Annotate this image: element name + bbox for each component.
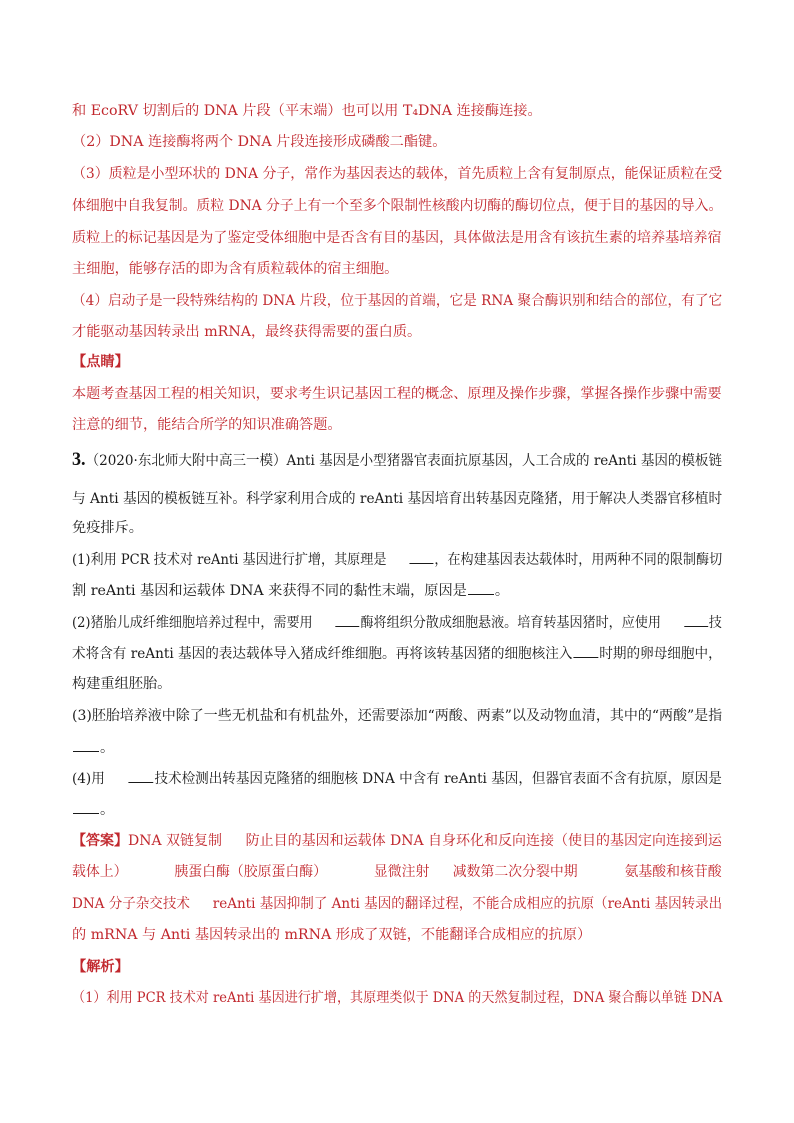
question-intro-line-1 [72, 449, 722, 472]
answer-blank [409, 549, 433, 564]
question-intro-line-3: 免疫排斥。 [72, 520, 143, 536]
answer-blank [73, 737, 99, 752]
answer-line-1 [72, 831, 722, 853]
analysis-line-8: 才能驱动基因转录出 mRNA，最终获得需要的蛋白质。 [72, 324, 422, 340]
question-number: 3. [72, 449, 86, 470]
subquestion-4-text-b: 技术检测出转基因克隆猪的细胞核 DNA 中含有 reAnti 基因，但器官表面不含有抗原，原因是 [154, 771, 722, 787]
subquestion-4-line-2 [72, 799, 722, 821]
subquestion-4-text-a: (4)用 [72, 771, 105, 787]
analysis-line-5: 质粒上的标记基因是为了鉴定受体细胞中是否含有目的基因，具体做法是用含有该抗生素的培养基培养宿 [72, 230, 722, 246]
question-intro-text: （2020·东北师大附中高三一模）Anti 基因是小型猪器官表面抗原基因，人工合成的 reAnti 基因的模板链 [85, 453, 722, 469]
answer-item-6: 氨基酸和核苷酸 [624, 864, 722, 880]
answer-blank [468, 580, 494, 595]
answer-blank [573, 643, 598, 658]
subquestion-1-line-1 [72, 549, 723, 571]
answer-blank [684, 612, 708, 627]
answer-item-3: 胰蛋白酶（胶原蛋白酶） [174, 864, 327, 880]
subquestion-2-text-b: 酶将组织分散成细胞悬液。培育转基因猪时，应使用 [360, 615, 661, 631]
analysis-line-2: （2）DNA 连接酶将两个 DNA 片段连接形成磷酸二酯键。 [72, 134, 447, 150]
question-intro-line-2: 与 Anti 基因的模板链互补。科学家利用合成的 reAnti 基因培育出转基因克隆猪，用于解决人类器官移植时 [72, 491, 723, 507]
answer-item-1: DNA 双链复制 [127, 833, 222, 849]
subquestion-1-text-c: 割 reAnti 基因和运载体 DNA 来获得不同的黏性末端，原因是 [72, 583, 467, 599]
subquestion-1-text-a: (1)利用 PCR 技术对 reAnti 基因进行扩增，其原理是 [72, 552, 387, 568]
answer-blank [129, 768, 154, 783]
subquestion-3-text-b: 。 [100, 740, 115, 756]
answer-item-7: DNA 分子杂交技术 [72, 896, 190, 912]
analysis-line-1: 和 EcoRV 切割后的 DNA 片段（平末端）也可以用 T₄DNA 连接酶连接。 [72, 103, 542, 119]
subquestion-2-line-3: 构建重组胚胎。 [72, 676, 172, 692]
answer-item-5: 减数第二次分裂中期 [452, 864, 578, 880]
answer-line-2 [72, 862, 722, 884]
subquestion-2-line-1 [72, 612, 722, 634]
analysis-line-7: （4）启动子是一段特殊结构的 DNA 片段，位于基因的首端，它是 RNA 聚合酶识别和结合的部位，有了它 [72, 293, 723, 309]
subquestion-1-line-2 [72, 580, 722, 602]
answer-blank [73, 799, 99, 814]
subquestion-3-line-1: (3)胚胎培养液中除了一些无机盐和有机盐外，还需要添加“两酸、两素”以及动物血清，其中的“两酸”是指 [72, 708, 723, 724]
subquestion-2-text-c: 技 [708, 615, 722, 631]
analysis-line-4: 体细胞中自我复制。质粒 DNA 分子上有一个至多个限制性核酸内切酶的酶切位点，便于目的基因的导入。 [72, 198, 723, 214]
subquestion-1-text-b: ，在构建基因表达载体时，用两种不同的限制酶切 [434, 552, 723, 568]
answer-line-4: 的 mRNA 与 Anti 基因转录出的 mRNA 形成了双链，不能翻译合成相应的抗原） [72, 927, 592, 943]
comment-heading: 【点睛】 [72, 354, 129, 370]
subquestion-4-line-1 [72, 768, 722, 790]
analysis-line-3: （3）质粒是小型环状的 DNA 分子，常作为基因表达的载体，首先质粒上含有复制原点，能保证质粒在受 [72, 166, 723, 182]
answer-item-8: reAnti 基因抑制了 Anti 基因的翻译过程，不能合成相应的抗原（reAnti 基因转录出 [212, 896, 723, 912]
answer-item-4: 显微注射 [373, 864, 430, 880]
subquestion-2-text-e: 时期的卵母细胞中， [599, 646, 722, 662]
subquestion-2-text-a: (2)猪胎儿成纤维细胞培养过程中，需要用 [72, 615, 313, 631]
comment-line-2: 注意的细节，能结合所学的知识准确答题。 [72, 417, 342, 433]
comment-line-1: 本题考查基因工程的相关知识，要求考生识记基因工程的概念、原理及操作步骤，掌握各操作步骤中需要 [72, 386, 722, 402]
answer-blank [336, 612, 360, 627]
subquestion-3-line-2 [72, 737, 722, 759]
answer-heading: 【答案】 [72, 833, 128, 849]
subquestion-1-text-d: 。 [494, 583, 510, 599]
answer-item-2-cont: 载体上） [72, 864, 128, 880]
answer-line-3 [72, 894, 723, 916]
subquestion-2-text-d: 术将含有 reAnti 基因的表达载体导入猪成纤维细胞。再将该转基因猪的细胞核注入 [72, 646, 573, 662]
analysis-line-6: 主细胞，能够存活的即为含有质粒载体的宿主细胞。 [72, 261, 399, 277]
subquestion-4-text-c: 。 [100, 802, 115, 818]
subquestion-2-line-2 [72, 643, 722, 665]
analysis-heading: 【解析】 [72, 959, 129, 975]
answer-item-2: 防止目的基因和运载体 DNA 自身环化和反向连接（使目的基因定向连接到运 [245, 833, 722, 849]
analysis-body-line-1: （1）利用 PCR 技术对 reAnti 基因进行扩增，其原理类似于 DNA 的天然复制过程，DNA 聚合酶以单链 DNA [72, 990, 723, 1006]
